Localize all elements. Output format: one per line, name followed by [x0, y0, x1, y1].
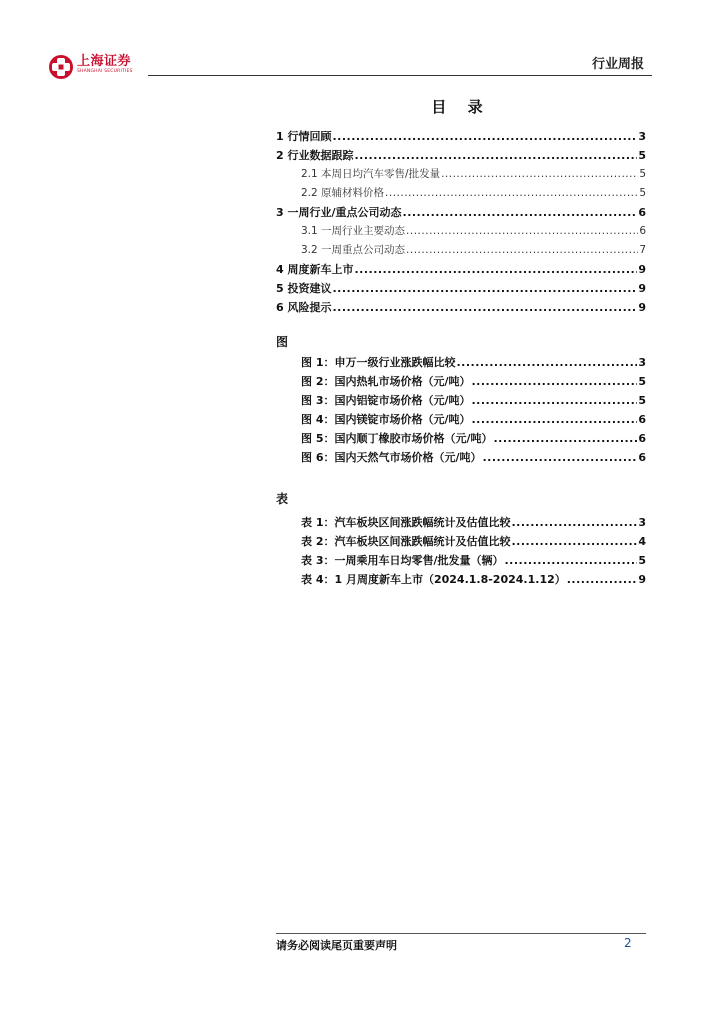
logo-chinese-name: 上海证券 [77, 54, 132, 69]
company-logo [48, 54, 133, 80]
toc-subentry[interactable]: 3.1 一周行业主要动态 ..... 6 [276, 222, 646, 241]
toc-entry[interactable]: 1 行情回顾 ..... 3 [276, 127, 646, 146]
figure-entry[interactable]: 图 4：国内镁锭市场价格（元/吨） ..... 6 [301, 410, 646, 429]
figures-heading: 图 [276, 335, 289, 349]
tables-heading: 表 [276, 492, 289, 506]
toc-entry[interactable]: 3 一周行业/重点公司动态 ..... 6 [276, 203, 646, 222]
footer-divider [276, 933, 646, 934]
figure-entry[interactable]: 图 6：国内天然气市场价格（元/吨） ..... 6 [301, 448, 646, 467]
toc-entry[interactable]: 6 风险提示 ..... 9 [276, 298, 646, 317]
header-divider [148, 75, 652, 76]
toc-entry[interactable]: 4 周度新车上市 ..... 9 [276, 260, 646, 279]
table-entry[interactable]: 表 1：汽车板块区间涨跌幅统计及估值比较 ..... 3 [301, 513, 646, 532]
report-type-label: 行业周报 [591, 57, 644, 72]
page-header [48, 50, 652, 80]
page-number: 2 [624, 936, 632, 950]
tables-list [301, 513, 646, 589]
table-entry[interactable]: 表 4：1 月周度新车上市（2024.1.8-2024.1.12） ..... 9 [301, 570, 646, 589]
table-of-contents [276, 127, 646, 317]
figure-entry[interactable]: 图 5：国内顺丁橡胶市场价格（元/吨） ..... 6 [301, 429, 646, 448]
figure-entry[interactable]: 图 3：国内铝锭市场价格（元/吨） ..... 5 [301, 391, 646, 410]
figure-entry[interactable]: 图 1：申万一级行业涨跌幅比较 ..... 3 [301, 353, 646, 372]
toc-title: 目 录 [431, 98, 491, 116]
toc-entry[interactable]: 5 投资建议 ..... 9 [276, 279, 646, 298]
table-entry[interactable]: 表 2：汽车板块区间涨跌幅统计及估值比较 ..... 4 [301, 532, 646, 551]
figure-entry[interactable]: 图 2：国内热轧市场价格（元/吨） ..... 5 [301, 372, 646, 391]
table-entry[interactable]: 表 3：一周乘用车日均零售/批发量（辆） ..... 5 [301, 551, 646, 570]
toc-entry[interactable]: 2 行业数据跟踪 ..... 5 [276, 146, 646, 165]
shanghai-securities-logo-icon [48, 54, 74, 80]
toc-subentry[interactable]: 2.2 原辅材料价格 ..... 5 [276, 184, 646, 203]
footer-disclaimer: 请务必阅读尾页重要声明 [276, 939, 397, 952]
toc-subentry[interactable]: 2.1 本周日均汽车零售/批发量 ..... 5 [276, 165, 646, 184]
figures-list [301, 353, 646, 467]
logo-english-name: SHANGHAI SECURITIES [77, 69, 133, 74]
toc-subentry[interactable]: 3.2 一周重点公司动态 ..... 7 [276, 241, 646, 260]
